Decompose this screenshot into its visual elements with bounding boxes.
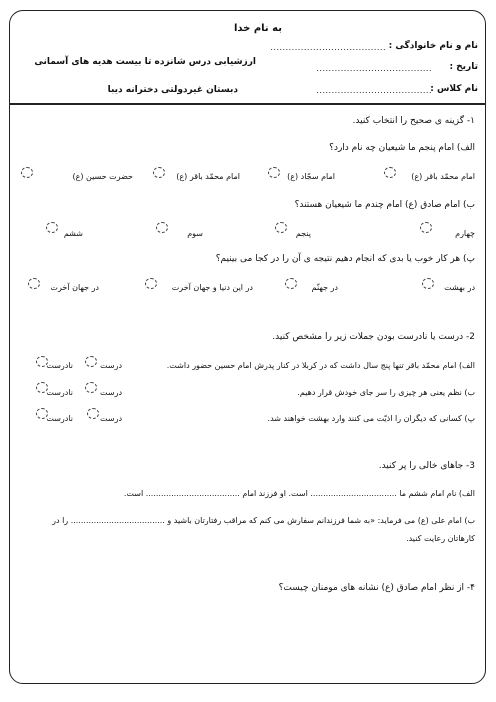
q1b-radio-2[interactable] [275,222,287,233]
q1c-radio-3[interactable] [145,278,157,289]
q3b-fill-line[interactable]: ب) امام علی (ع) می فرماید: «به شما فرزندانم سفارش می کنم که مراقب رفتارتان باشید و ..................................... را در [52,516,475,525]
q1-title: ۱- گزینه ی صحیح را انتخاب کنید. [352,116,475,126]
q1b-option-3: سوم [187,229,203,238]
q3a-fill-line[interactable]: الف) نام امام ششم ما .................................. است. او فرزند امام ..................................... است. [123,489,475,498]
class-label: نام کلاس : [430,84,478,94]
q1c-option-1: در بهشت [444,283,475,292]
school-name: دبستان غیردولتی دخترانه دیبا [107,85,238,95]
q1b-radio-1[interactable] [420,222,432,233]
q1c-radio-4[interactable] [28,278,40,289]
q2-true-label-2: درست [100,388,122,397]
q4-title: ۴- از نظر امام صادق (ع) نشانه های مومنان چیست؟ [278,583,475,593]
header-divider [9,103,486,105]
q2-statement-1: الف) امام محمّد باقر تنها پنج سال داشت که در کربلا در کنار پدرش امام حسین حضور داشت. [166,361,475,370]
q2-true-radio-1[interactable] [85,356,97,367]
q1c-option-4: در جهان آخرت [50,283,99,292]
name-label: نام و نام خانوادگی : [388,41,478,51]
q2-true-radio-2[interactable] [85,382,97,393]
q1a-radio-1[interactable] [384,167,396,178]
date-field[interactable]: ...................................... [316,64,432,73]
q1a-option-2: امام سجّاد (ع) [287,172,335,181]
page-title: به نام خدا [233,23,282,34]
q2-false-radio-2[interactable] [36,382,48,393]
q2-statement-3: پ) کسانی که دیگران را اذیّت می کنند وارد بهشت خواهند شد. [267,414,475,423]
q1a-option-1: امام محمّد باقر (ع) [411,172,475,181]
q1b-question: ب) امام صادق (ع) امام چندم ما شیعیان هستند؟ [294,200,475,210]
q2-false-radio-3[interactable] [36,408,48,419]
q1a-option-3: امام محمّد باقر (ع) [176,172,240,181]
q3-title: 3- جاهای خالی را پر کنید. [378,461,475,471]
name-field[interactable]: ...................................... [270,43,386,52]
q1c-question: پ) هر کار خوب یا بدی که انجام دهیم نتیجه ی آن را در کجا می بینیم؟ [215,254,475,264]
exam-title: ارزشیابی درس شانزده تا بیست هدیه های آسمانی [34,57,256,67]
q1b-option-2: پنجم [295,229,311,238]
q1a-radio-4[interactable] [21,167,33,178]
q1b-radio-3[interactable] [156,222,168,233]
q2-statement-2: ب) نظم یعنی هر چیزی را سر جای خودش قرار دهیم. [297,388,475,397]
q2-true-label-1: درست [100,361,122,370]
q2-true-label-3: درست [100,414,122,423]
q2-true-radio-3[interactable] [87,408,99,419]
q2-false-radio-1[interactable] [36,356,48,367]
q3b-fill-line-2: کارهاتان رعایت کنید. [406,534,475,543]
class-field[interactable]: ...................................... [316,86,432,95]
q1a-question: الف) امام پنجم ما شیعیان چه نام دارد؟ [329,143,475,153]
q1c-option-3: در این دنیا و جهان آخرت [171,283,253,292]
q1b-option-1: چهارم [455,229,475,238]
q2-title: 2- درست یا نادرست بودن جملات زیر را مشخص کنید. [272,332,475,342]
q2-false-label-3: نادرست [46,414,73,423]
q1b-option-4: ششم [63,229,83,238]
date-label: تاریخ : [449,62,478,72]
q1a-radio-3[interactable] [153,167,165,178]
q1c-option-2: در جهنّم [311,283,338,292]
q1b-radio-4[interactable] [46,222,58,233]
q1c-radio-2[interactable] [285,278,297,289]
q2-false-label-2: نادرست [46,388,73,397]
q2-false-label-1: نادرست [46,361,73,370]
q1a-option-4: حضرت حسین (ع) [72,172,133,181]
q1a-radio-2[interactable] [268,167,280,178]
q1c-radio-1[interactable] [422,278,434,289]
